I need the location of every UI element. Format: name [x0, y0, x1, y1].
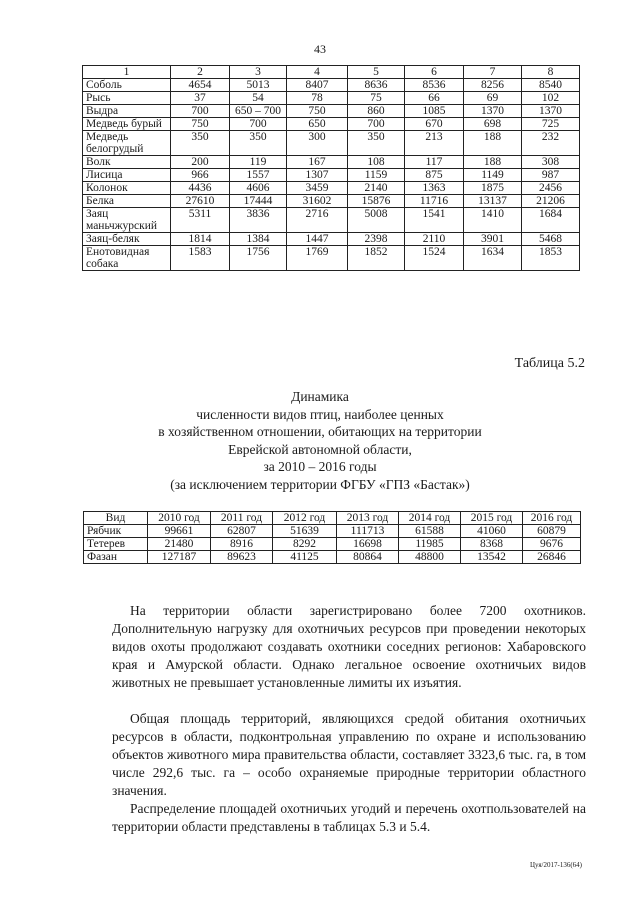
value-cell: 9676 — [523, 538, 581, 551]
value-cell: 15876 — [348, 195, 405, 208]
value-cell: 188 — [464, 156, 522, 169]
value-cell: 725 — [522, 118, 580, 131]
value-cell: 11985 — [399, 538, 461, 551]
value-cell: 750 — [171, 118, 230, 131]
value-cell: 2456 — [522, 182, 580, 195]
value-cell: 8916 — [211, 538, 273, 551]
value-cell: 1085 — [405, 105, 464, 118]
value-cell: 5013 — [230, 79, 287, 92]
value-cell: 8292 — [273, 538, 337, 551]
table-row — [84, 538, 581, 551]
species-name: Тетерев — [84, 538, 148, 551]
value-cell: 350 — [348, 131, 405, 156]
value-cell: 308 — [522, 156, 580, 169]
value-cell: 1524 — [405, 246, 464, 271]
value-cell: 987 — [522, 169, 580, 182]
table-row — [83, 156, 580, 169]
species-name: Волк — [83, 156, 171, 169]
footer-code: Цуя/2017-136(64) — [529, 861, 582, 869]
table-header-row — [83, 66, 580, 79]
table-row — [83, 131, 580, 156]
value-cell: 60879 — [523, 525, 581, 538]
table-title — [0, 388, 640, 493]
value-cell: 37 — [171, 92, 230, 105]
value-cell: 700 — [348, 118, 405, 131]
value-cell: 4436 — [171, 182, 230, 195]
table-row — [83, 79, 580, 92]
value-cell: 4606 — [230, 182, 287, 195]
value-cell: 698 — [464, 118, 522, 131]
value-cell: 31602 — [287, 195, 348, 208]
value-cell: 8636 — [348, 79, 405, 92]
value-cell: 700 — [230, 118, 287, 131]
title-line: Динамика — [291, 389, 349, 404]
species-name: Заяц-беляк — [83, 233, 171, 246]
value-cell: 200 — [171, 156, 230, 169]
title-line: Еврейской автономной области, — [228, 441, 412, 457]
value-cell: 1384 — [230, 233, 287, 246]
value-cell: 188 — [464, 131, 522, 156]
value-cell: 127187 — [148, 551, 211, 564]
species-name: Рысь — [83, 92, 171, 105]
year-header-cell: 2015 год — [461, 512, 523, 525]
value-cell: 111713 — [337, 525, 399, 538]
value-cell: 1634 — [464, 246, 522, 271]
value-cell: 5311 — [171, 208, 230, 233]
table-caption: Таблица 5.2 — [514, 356, 585, 371]
mammals-table — [82, 65, 580, 271]
header-cell: 3 — [230, 66, 287, 79]
value-cell: 69 — [464, 92, 522, 105]
species-name: Медведь бурый — [83, 118, 171, 131]
value-cell: 80864 — [337, 551, 399, 564]
value-cell: 700 — [171, 105, 230, 118]
value-cell: 966 — [171, 169, 230, 182]
value-cell: 13542 — [461, 551, 523, 564]
paragraph-distribution — [112, 800, 586, 836]
value-cell: 1814 — [171, 233, 230, 246]
page-number: 43 — [314, 42, 326, 56]
value-cell: 62807 — [211, 525, 273, 538]
value-cell: 16698 — [337, 538, 399, 551]
value-cell: 21480 — [148, 538, 211, 551]
species-name: Енотовидная собака — [83, 246, 171, 271]
species-name: Медведь белогрудый — [83, 131, 171, 156]
species-name: Рябчик — [84, 525, 148, 538]
value-cell: 350 — [171, 131, 230, 156]
value-cell: 99661 — [148, 525, 211, 538]
value-cell: 1363 — [405, 182, 464, 195]
header-cell: 5 — [348, 66, 405, 79]
value-cell: 11716 — [405, 195, 464, 208]
value-cell: 2140 — [348, 182, 405, 195]
header-cell: 8 — [522, 66, 580, 79]
species-name: Соболь — [83, 79, 171, 92]
species-name: Лисица — [83, 169, 171, 182]
table-row — [83, 105, 580, 118]
value-cell: 2110 — [405, 233, 464, 246]
value-cell: 8536 — [405, 79, 464, 92]
year-header-cell: 2011 год — [211, 512, 273, 525]
value-cell: 75 — [348, 92, 405, 105]
birds-table — [83, 511, 581, 564]
value-cell: 102 — [522, 92, 580, 105]
table-row — [83, 92, 580, 105]
header-cell: 7 — [464, 66, 522, 79]
table-header-row — [84, 512, 581, 525]
value-cell: 167 — [287, 156, 348, 169]
value-cell: 3459 — [287, 182, 348, 195]
value-cell: 300 — [287, 131, 348, 156]
value-cell: 1541 — [405, 208, 464, 233]
value-cell: 875 — [405, 169, 464, 182]
value-cell: 1684 — [522, 208, 580, 233]
value-cell: 54 — [230, 92, 287, 105]
table-row — [83, 182, 580, 195]
title-line: в хозяйственном отношении, обитающих на территории — [158, 424, 482, 439]
value-cell: 1853 — [522, 246, 580, 271]
species-name: Колонок — [83, 182, 171, 195]
value-cell: 232 — [522, 131, 580, 156]
value-cell: 13137 — [464, 195, 522, 208]
value-cell: 3901 — [464, 233, 522, 246]
value-cell: 4654 — [171, 79, 230, 92]
species-name: Заяц маньчжурский — [83, 208, 171, 233]
paragraph-text: Распределение площадей охотничьих угодий и перечень охотпользователей на территории области представлены в таблицах 5.3 и 5.4. — [112, 801, 586, 834]
header-cell: 6 — [405, 66, 464, 79]
value-cell: 1875 — [464, 182, 522, 195]
value-cell: 5008 — [348, 208, 405, 233]
year-header-cell: 2013 год — [337, 512, 399, 525]
value-cell: 26846 — [523, 551, 581, 564]
value-cell: 41125 — [273, 551, 337, 564]
value-cell: 1769 — [287, 246, 348, 271]
species-name: Белка — [83, 195, 171, 208]
value-cell: 2398 — [348, 233, 405, 246]
table-row — [83, 246, 580, 271]
value-cell: 670 — [405, 118, 464, 131]
value-cell: 3836 — [230, 208, 287, 233]
value-cell: 1557 — [230, 169, 287, 182]
paragraph-area — [112, 710, 586, 800]
header-cell: 1 — [83, 66, 171, 79]
value-cell: 1410 — [464, 208, 522, 233]
year-header-cell: 2010 год — [148, 512, 211, 525]
value-cell: 8368 — [461, 538, 523, 551]
table-row — [84, 525, 581, 538]
value-cell: 1852 — [348, 246, 405, 271]
paragraph-hunters — [112, 602, 586, 692]
value-cell: 650 — [287, 118, 348, 131]
year-header-cell: 2016 год — [523, 512, 581, 525]
value-cell: 78 — [287, 92, 348, 105]
value-cell: 2716 — [287, 208, 348, 233]
value-cell: 89623 — [211, 551, 273, 564]
paragraph-text: Общая площадь территорий, являющихся средой обитания охотничьих ресурсов в области, подконтрольная управлению по охране и использованию объектов животного мира правительства области, составляет 3323,6 тыс. га, в том числе 292,6 тыс. га – особо охраняемые природные территории областного значения. — [112, 711, 586, 798]
value-cell: 1307 — [287, 169, 348, 182]
value-cell: 8540 — [522, 79, 580, 92]
value-cell: 27610 — [171, 195, 230, 208]
table-row — [83, 195, 580, 208]
value-cell: 5468 — [522, 233, 580, 246]
header-cell: Вид — [84, 512, 148, 525]
title-line: (за исключением территории ФГБУ «ГПЗ «Бастак») — [170, 476, 470, 492]
title-line: численности видов птиц, наиболее ценных — [196, 406, 444, 422]
value-cell: 1756 — [230, 246, 287, 271]
value-cell: 119 — [230, 156, 287, 169]
table-row — [83, 118, 580, 131]
value-cell: 860 — [348, 105, 405, 118]
value-cell: 8407 — [287, 79, 348, 92]
value-cell: 1370 — [464, 105, 522, 118]
paragraph-text: На территории области зарегистрировано более 7200 охотников. Дополнительную нагрузку для охотничьих ресурсов при проведении некоторых видов охоты продолжают создавать охотники соседних регионов: Хабаровского края и Амурской области. Однако легальное освоение охотничьих видов животных не превышает установленные лимиты их изъятия. — [112, 603, 586, 690]
value-cell: 1149 — [464, 169, 522, 182]
species-name: Фазан — [84, 551, 148, 564]
year-header-cell: 2012 год — [273, 512, 337, 525]
header-cell: 4 — [287, 66, 348, 79]
value-cell: 1583 — [171, 246, 230, 271]
value-cell: 21206 — [522, 195, 580, 208]
value-cell: 17444 — [230, 195, 287, 208]
value-cell: 750 — [287, 105, 348, 118]
value-cell: 1370 — [522, 105, 580, 118]
value-cell: 650 – 700 — [230, 105, 287, 118]
table-row — [84, 551, 581, 564]
table-row — [83, 208, 580, 233]
year-header-cell: 2014 год — [399, 512, 461, 525]
value-cell: 41060 — [461, 525, 523, 538]
value-cell: 350 — [230, 131, 287, 156]
value-cell: 61588 — [399, 525, 461, 538]
value-cell: 48800 — [399, 551, 461, 564]
header-cell: 2 — [171, 66, 230, 79]
species-name: Выдра — [83, 105, 171, 118]
value-cell: 213 — [405, 131, 464, 156]
value-cell: 1447 — [287, 233, 348, 246]
value-cell: 108 — [348, 156, 405, 169]
value-cell: 8256 — [464, 79, 522, 92]
value-cell: 51639 — [273, 525, 337, 538]
value-cell: 117 — [405, 156, 464, 169]
value-cell: 66 — [405, 92, 464, 105]
table-row — [83, 233, 580, 246]
table-row — [83, 169, 580, 182]
title-line: за 2010 – 2016 годы — [263, 459, 377, 474]
value-cell: 1159 — [348, 169, 405, 182]
